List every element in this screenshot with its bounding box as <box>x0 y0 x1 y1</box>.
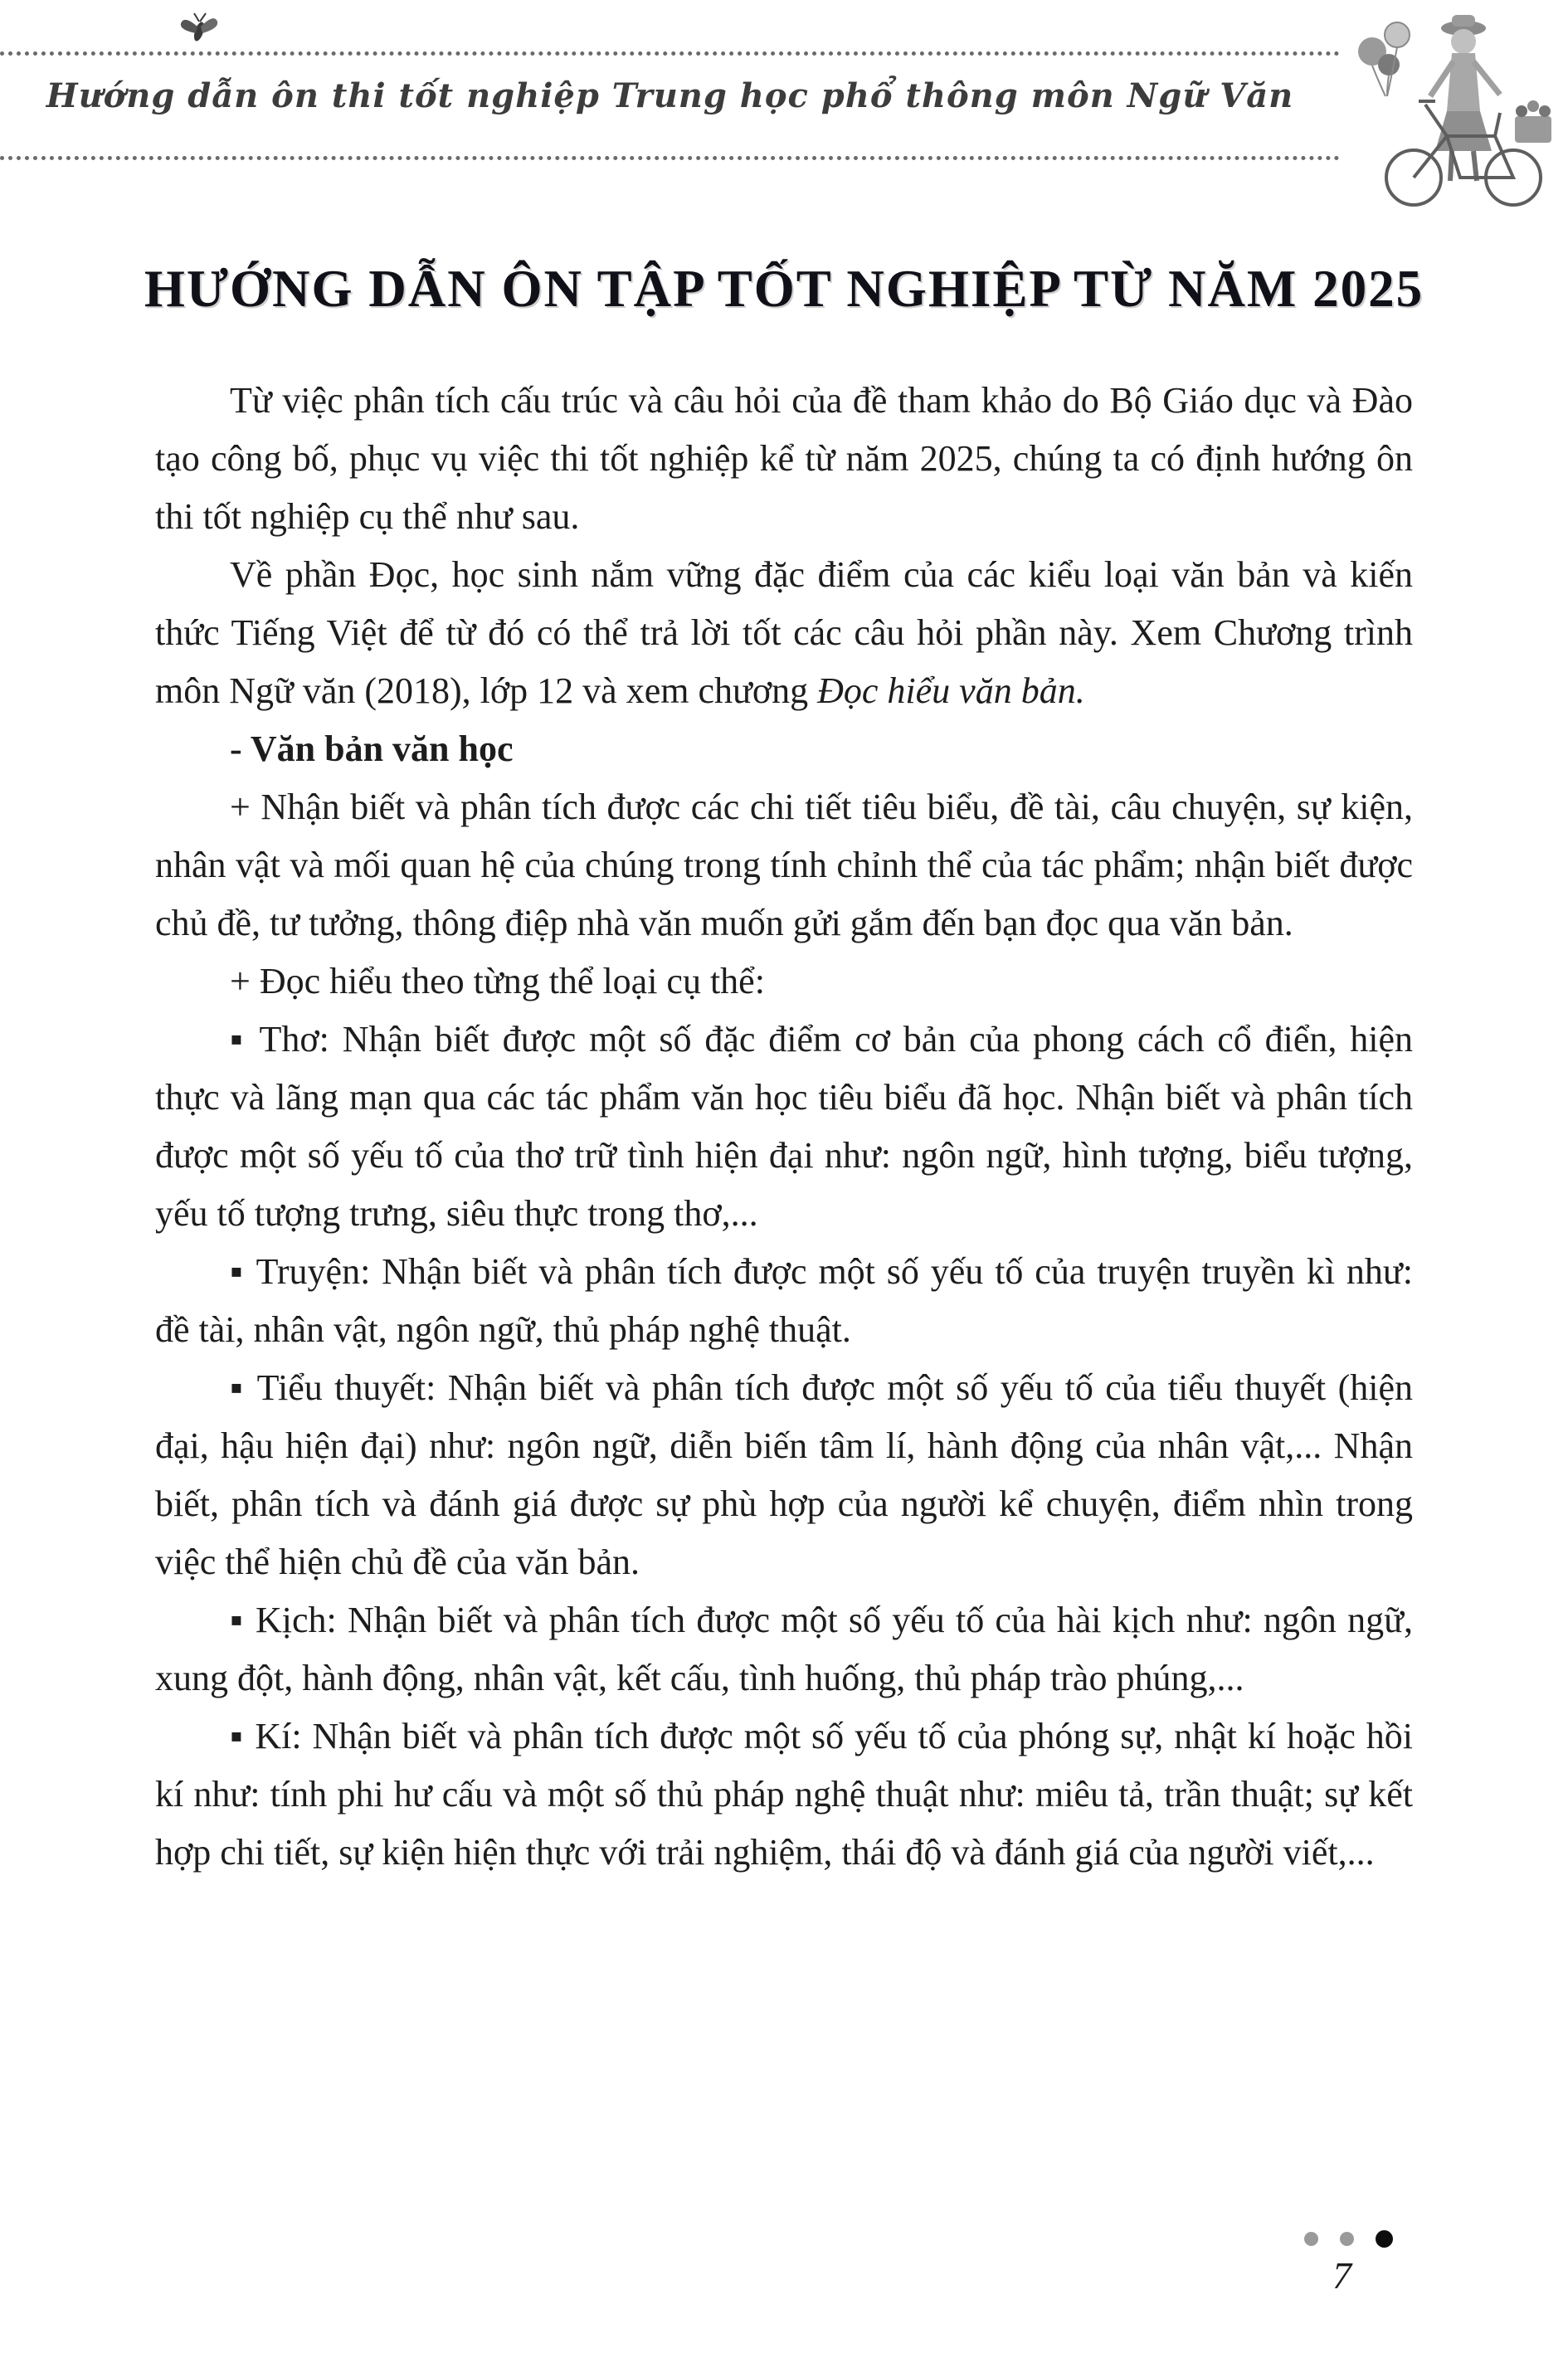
page-number: 7 <box>1332 2254 1351 2297</box>
paragraph-doc-hieu-the-loai: + Đọc hiểu theo từng thể loại cụ thể: <box>230 961 765 1001</box>
bullet-kich: ▪ Kịch: Nhận biết và phân tích được một số yếu tố của hài kịch như: ngôn ngữ, xung đột, hành động, nhân vật, kết cấu, tình huống, thủ pháp trào phúng,... <box>155 1600 1413 1698</box>
chapter-reference-italic: Đọc hiểu văn bản. <box>817 670 1085 711</box>
footer-dot <box>1376 2230 1393 2248</box>
rider-figure <box>1430 15 1500 181</box>
bullet-ki: ▪ Kí: Nhận biết và phân tích được một số yếu tố của phóng sự, nhật kí hoặc hồi kí như: tính phi hư cấu và một số thủ pháp nghệ thuật như: miêu tả, trần thuật; sự kết hợp chi tiết, sự kiện hiện thực với trải nghiệm, thái độ và đánh giá của người viết,... <box>155 1716 1413 1873</box>
heading-van-ban-van-hoc: - Văn bản văn học <box>230 728 514 769</box>
flower-basket-icon <box>1515 100 1551 143</box>
dotted-rule-top <box>0 51 1340 56</box>
page-title: HƯỚNG DẪN ÔN TẬP TỐT NGHIỆP TỪ NĂM 2025 <box>144 260 1424 318</box>
bullet-truyen: ▪ Truyện: Nhận biết và phân tích được một số yếu tố của truyện truyền kì như: đề tài, nhân vật, ngôn ngữ, thủ pháp nghệ thuật. <box>155 1251 1413 1350</box>
paragraph-text: Về phần Đọc, học sinh nắm vững đặc điểm của các kiểu loại văn bản và kiến thức Tiếng Việt để từ đó có thể trả lời tốt các câu hỏi phần này. Xem Chương trình môn Ngữ văn (2018), lớp 12 và xem chương <box>155 554 1413 711</box>
moth-icon <box>174 8 224 48</box>
footer-dot <box>1340 2232 1354 2246</box>
bicycle-girl-illustration <box>1337 3 1563 212</box>
footer-dot <box>1304 2232 1318 2246</box>
paragraph-intro: Từ việc phân tích cấu trúc và câu hỏi của đề tham khảo do Bộ Giáo dục và Đào tạo công bố, phục vụ việc thi tốt nghiệp kể từ năm 2025, chúng ta có định hướng ôn thi tốt nghiệp cụ thể như sau. <box>155 380 1413 537</box>
footer-ornament-dots <box>1304 2230 1393 2248</box>
bullet-tieu-thuyet: ▪ Tiểu thuyết: Nhận biết và phân tích được một số yếu tố của tiểu thuyết (hiện đại, hậu hiện đại) như: ngôn ngữ, diễn biến tâm lí, hành động của nhân vật,... Nhận biết, phân tích và đánh giá được sự phù hợp của người kể chuyện, điểm nhìn trong việc thể hiện chủ đề của văn bản. <box>155 1367 1413 1582</box>
running-header: Hướng dẫn ôn thi tốt nghiệp Trung học phổ thông môn Ngữ Văn <box>46 76 1294 115</box>
balloons-icon <box>1358 22 1410 96</box>
paragraph-doc-section <box>155 546 1413 720</box>
dotted-rule-bottom <box>0 156 1340 160</box>
paragraph-nhan-biet: + Nhận biết và phân tích được các chi tiết tiêu biểu, đề tài, câu chuyện, sự kiện, nhân vật và mối quan hệ của chúng trong tính chỉnh thể của tác phẩm; nhận biết được chủ đề, tư tưởng, thông điệp nhà văn muốn gửi gắm đến bạn đọc qua văn bản. <box>155 787 1413 943</box>
bullet-tho: ▪ Thơ: Nhận biết được một số đặc điểm cơ bản của phong cách cổ điển, hiện thực và lãng mạn qua các tác phẩm văn học tiêu biểu đã học. Nhận biết và phân tích được một số yếu tố của thơ trữ tình hiện đại như: ngôn ngữ, hình tượng, biểu tượng, yếu tố tượng trưng, siêu thực trong thơ,... <box>155 1019 1413 1234</box>
body-text <box>155 372 1413 1882</box>
